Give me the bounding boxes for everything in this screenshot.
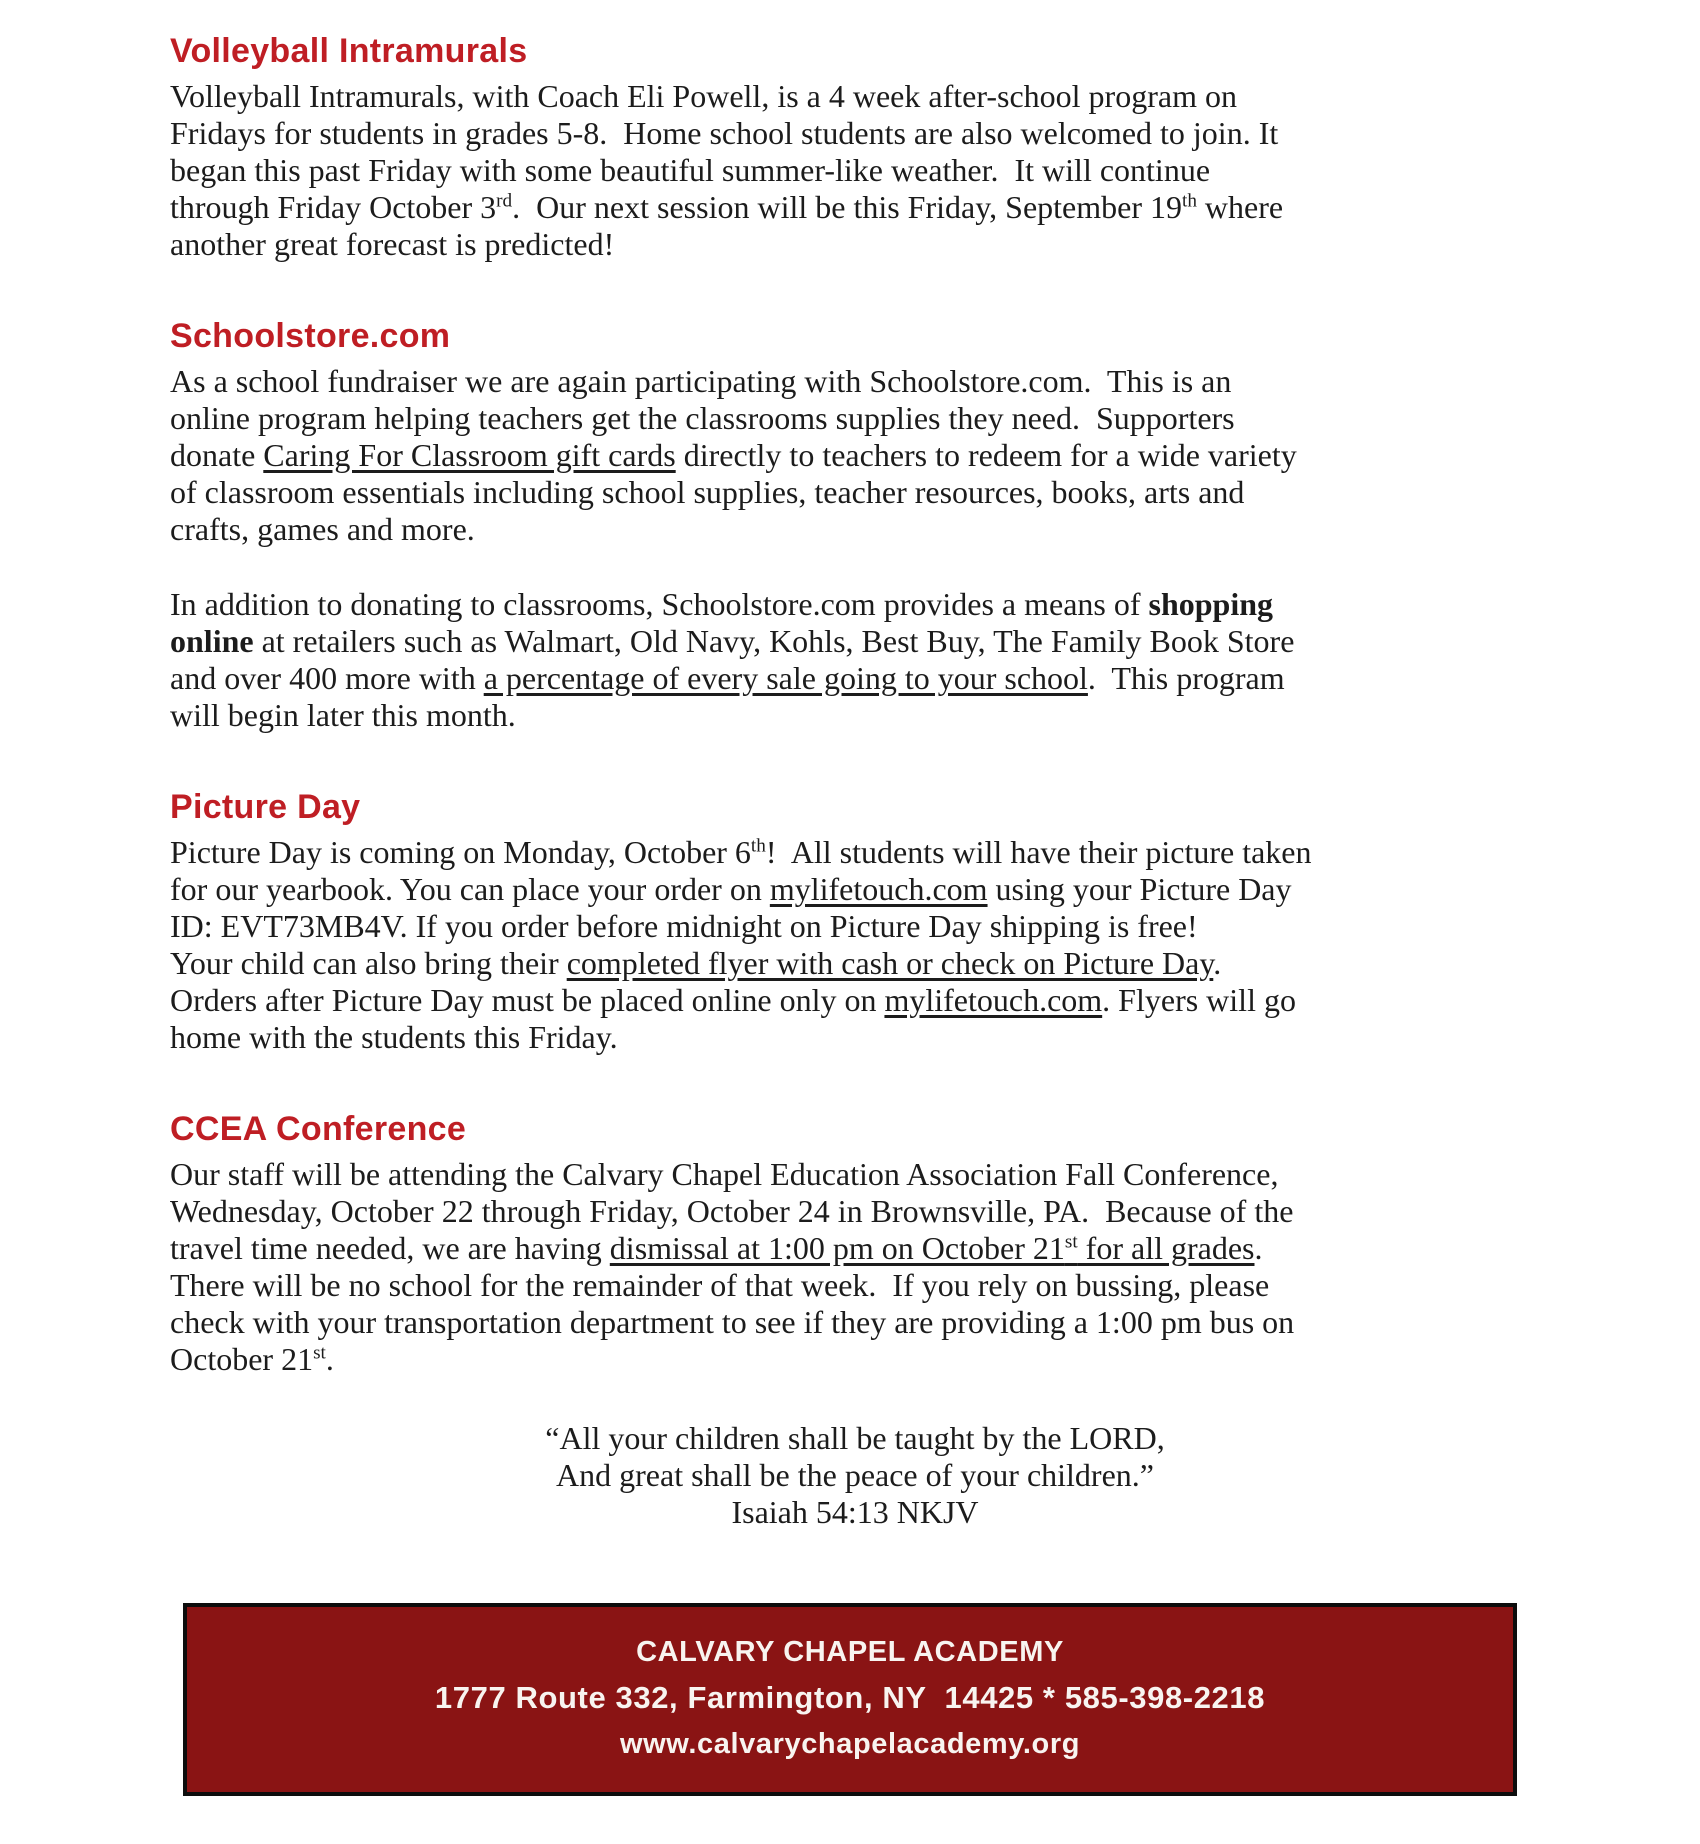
text-segment: Fridays for students in grades 5-8. Home school students are also welcomed to join. It [170,115,1279,151]
footer-website[interactable]: www.calvarychapelacademy.org [619,1728,1081,1760]
text-segment: dismissal at 1:00 pm on October 21 [609,1230,1065,1266]
text-line [170,982,1530,1019]
text-segment: ! All students will have their picture taken [765,834,1312,870]
text-segment: Orders after Picture Day must be placed online only on [170,982,885,1018]
text-line [170,945,1530,982]
underlined-text[interactable]: mylifetouch.com [884,982,1103,1018]
text-segment: at retailers such as Walmart, Old Navy, Kohls, Best Buy, The Family Book Store [253,623,1295,659]
text-segment: . This program [1087,660,1285,696]
text-segment: directly to teachers to redeem for a wide variety [675,437,1297,473]
text-segment: online program helping teachers get the classrooms supplies they need. Supporters [170,400,1235,436]
text-segment: another great forecast is predicted! [170,226,615,262]
underlined-text [610,1230,1255,1266]
text-segment: Our staff will be attending the Calvary Chapel Education Association Fall Conference, [170,1156,1279,1192]
paragraph [170,1156,1530,1378]
text-line [170,586,1530,623]
text-segment: Wednesday, October 22 through Friday, October 24 in Brownsville, PA. Because of the [170,1193,1294,1229]
text-line [170,226,1530,263]
text-segment: will begin later this month. [170,697,516,733]
text-line [170,1341,1530,1378]
text-segment: In addition to donating to classrooms, Schoolstore.com provides a means of [170,586,1149,622]
text-line [170,152,1530,189]
scripture-quote [170,1420,1540,1531]
text-line [170,1230,1530,1267]
text-segment: of classroom essentials including school supplies, teacher resources, books, arts and [170,474,1245,510]
text-line [170,115,1530,152]
text-segment: . Flyers will go [1102,982,1296,1018]
text-line [170,1267,1530,1304]
bold-text: online [170,623,254,659]
text-line [170,697,1530,734]
text-segment: . [1254,1230,1263,1266]
text-line [170,1156,1530,1193]
section-heading: Picture Day [170,788,361,826]
text-line [170,871,1530,908]
section-heading: Schoolstore.com [170,317,451,355]
quote-line: And great shall be the peace of your children.” [556,1457,1154,1493]
text-segment: where [1196,189,1284,225]
underlined-text: a percentage of every sale going to your school [483,660,1088,696]
text-line [170,623,1530,660]
text-segment: donate [170,437,264,473]
section-ccea-conference [170,1108,1530,1378]
text-segment: There will be no school for the remainder of that week. If you rely on bussing, please [170,1267,1270,1303]
section-heading: Volleyball Intramurals [170,32,528,70]
section-picture-day [170,786,1530,1056]
text-line [170,474,1530,511]
bold-text: shopping [1148,586,1274,622]
text-segment: crafts, games and more. [170,511,475,547]
superscript-text: st [1064,1231,1078,1253]
text-segment: . [1213,945,1222,981]
paragraph [170,78,1530,263]
underlined-text: Caring For Classroom gift cards [263,437,676,473]
underlined-text[interactable]: mylifetouch.com [769,871,988,907]
sections [170,30,1530,1378]
superscript-text: st [313,1342,326,1364]
superscript-text: th [1181,190,1197,212]
text-segment: began this past Friday with some beautiful summer-like weather. It will continue [170,152,1211,188]
text-line [170,189,1530,226]
text-segment: As a school fundraiser we are again participating with Schoolstore.com. This is an [170,363,1232,399]
text-segment: check with your transportation department to see if they are providing a 1:00 pm bus on [170,1304,1295,1340]
footer-banner [183,1603,1517,1796]
quote-line: “All your children shall be taught by the LORD, [545,1420,1165,1456]
text-segment: home with the students this Friday. [170,1019,618,1055]
text-line [170,660,1530,697]
footer-address-phone: 1777 Route 332, Farmington, NY 14425 * 585-398-2218 [434,1680,1266,1715]
paragraph [170,586,1530,734]
paragraph [170,834,1530,1056]
text-segment: October 21 [170,1341,314,1377]
text-line [170,908,1530,945]
text-line [170,834,1530,871]
text-segment: Picture Day is coming on Monday, October 6 [170,834,751,870]
text-segment: Volleyball Intramurals, with Coach Eli Powell, is a 4 week after-school program on [170,78,1237,114]
text-line [170,78,1530,115]
text-line [170,363,1530,400]
text-segment: travel time needed, we are having [170,1230,610,1266]
text-segment: . [325,1341,334,1377]
footer-school-name: CALVARY CHAPEL ACADEMY [636,1636,1064,1668]
section-volleyball-intramurals [170,30,1530,263]
section-schoolstore [170,315,1530,734]
text-line [170,1304,1530,1341]
text-segment: for all grades [1077,1230,1255,1266]
text-segment: . Our next session will be this Friday, September 19 [512,189,1182,225]
superscript-text: th [750,835,766,857]
text-line [170,1193,1530,1230]
text-segment: for our yearbook. You can place your order on [170,871,770,907]
paragraph [170,363,1530,548]
text-line [170,511,1530,548]
text-segment: Your child can also bring their [170,945,567,981]
text-segment: using your Picture Day [987,871,1292,907]
text-segment: and over 400 more with [170,660,484,696]
text-line [170,400,1530,437]
text-segment: through Friday October 3 [170,189,497,225]
section-heading: CCEA Conference [170,1110,467,1148]
quote-reference: Isaiah 54:13 NKJV [731,1494,979,1530]
underlined-text: completed flyer with cash or check on Picture Day [566,945,1214,981]
text-line [170,1019,1530,1056]
text-line [170,437,1530,474]
superscript-text: rd [496,190,513,212]
text-segment: ID: EVT73MB4V. If you order before midnight on Picture Day shipping is free! [170,908,1198,944]
